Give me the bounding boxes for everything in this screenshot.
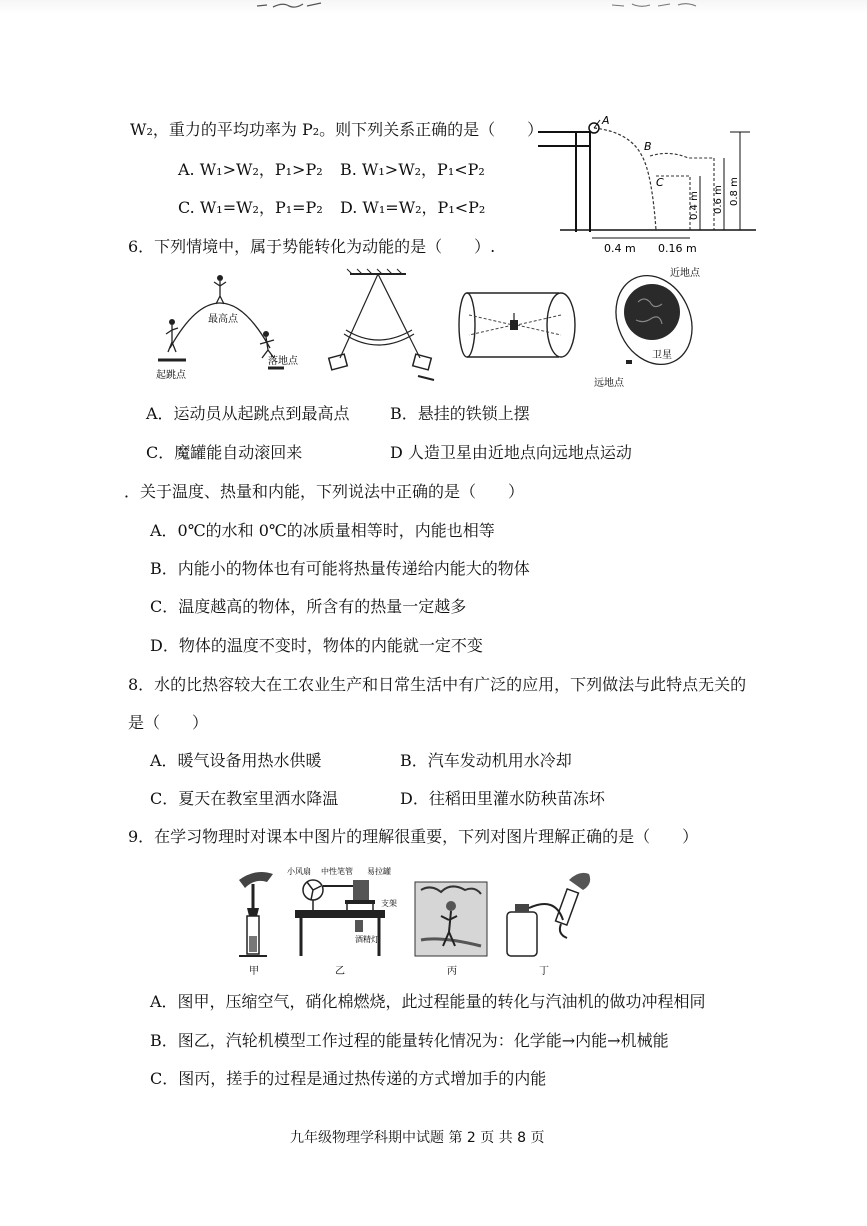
q9-label-lamp: 酒精灯 — [355, 935, 379, 944]
q5-stem: W₂，重力的平均功率为 P₂。则下列关系正确的是（ ） — [130, 120, 544, 139]
q8-option-b: B．汽车发动机用水冷却 — [400, 751, 572, 770]
q6-label-start: 起跳点 — [156, 370, 186, 381]
q6-option-c: C．魔罐能自动滚回来 — [146, 443, 303, 462]
q9-label-jia: 甲 — [249, 966, 259, 977]
earth-icon — [624, 284, 680, 340]
q5-option-c: C. W₁=W₂，P₁=P₂ — [178, 198, 323, 217]
q9-label-ding: 丁 — [539, 966, 549, 977]
q9-label-yi: 乙 — [335, 966, 345, 977]
q6-figure-can — [455, 285, 580, 365]
scan-scribble-left — [255, 0, 325, 10]
q5-fig-height-2: 0.6 m — [713, 185, 724, 214]
q6-label-near: 近地点 — [670, 268, 700, 279]
q9-figure — [225, 860, 615, 978]
q5-fig-height-1: 0.4 m — [689, 191, 700, 220]
q5-fig-label-b: B — [644, 140, 652, 153]
q5-option-d: D. W₁=W₂，P₁<P₂ — [340, 198, 486, 217]
q5-figure — [530, 112, 760, 257]
q9-label-can: 易拉罐 — [367, 867, 391, 876]
q7-stem: ．关于温度、热量和内能，下列说法中正确的是（ ） — [124, 482, 525, 501]
q6-stem: 6．下列情境中，属于势能转化为动能的是（ ）. — [128, 237, 496, 256]
q5-fig-width-1: 0.4 m — [604, 242, 636, 255]
q9-option-a: A．图甲，压缩空气，硝化棉燃烧，此过程能量的转化与汽油机的做功冲程相同 — [150, 992, 706, 1011]
q8-option-c: C．夏天在教室里洒水降温 — [150, 789, 339, 808]
q6-label-far: 远地点 — [594, 378, 624, 389]
q9-label-stand: 支架 — [381, 899, 397, 908]
page-footer: 九年级物理学科期中试题 第 2 页 共 8 页 — [290, 1130, 545, 1146]
q5-fig-label-c: C — [656, 176, 664, 189]
q7-option-a: A．0℃的水和 0℃的冰质量相等时，内能也相等 — [150, 521, 495, 540]
scan-scribble-right — [610, 0, 700, 10]
satellite-icon — [626, 360, 632, 364]
q8-stem-line-2: 是（ ） — [128, 713, 209, 732]
q6-figure-pendulum — [318, 268, 438, 383]
q6-figure-jump — [150, 268, 300, 383]
q6-label-sat: 卫星 — [652, 350, 672, 361]
scan-artifact-top — [0, 0, 867, 14]
q9-option-c: C．图丙，搓手的过程是通过热传递的方式增加手的内能 — [150, 1069, 547, 1088]
q5-option-b: B. W₁>W₂，P₁<P₂ — [340, 160, 485, 179]
q9-stem: 9．在学习物理时对课本中图片的理解很重要，下列对图片理解正确的是（ ） — [128, 827, 699, 846]
q6-label-land: 落地点 — [268, 356, 298, 367]
q9-option-b: B．图乙，汽轮机模型工作过程的能量转化情况为：化学能→内能→机械能 — [150, 1031, 669, 1050]
q8-option-a: A．暖气设备用热水供暖 — [150, 751, 322, 770]
q7-option-b: B．内能小的物体也有可能将热量传递给内能大的物体 — [150, 559, 530, 578]
q9-label-pipe: 中性笔管 — [321, 867, 353, 876]
q6-label-top: 最高点 — [208, 314, 238, 325]
q5-fig-width-2: 0.16 m — [658, 242, 697, 255]
q6-option-a: A．运动员从起跳点到最高点 — [146, 404, 350, 423]
q5-fig-height-3: 0.8 m — [729, 177, 740, 206]
q7-option-d: D．物体的温度不变时，物体的内能就一定不变 — [150, 636, 483, 655]
q9-label-fan: 小风扇 — [287, 867, 311, 876]
q6-figure-satellite — [592, 262, 712, 392]
q8-stem-line-1: 8．水的比热容较大在工农业生产和日常生活中有广泛的应用，下列做法与此特点无关的 — [128, 675, 747, 694]
q6-option-b: B．悬挂的铁锁上摆 — [390, 404, 530, 423]
q7-option-c: C．温度越高的物体，所含有的热量一定越多 — [150, 597, 467, 616]
q8-option-d: D．往稻田里灌水防秧苗冻坏 — [400, 789, 605, 808]
q6-option-d: D 人造卫星由近地点向远地点运动 — [390, 443, 632, 462]
q5-option-a: A. W₁>W₂，P₁>P₂ — [178, 160, 323, 179]
q5-fig-label-a: A — [602, 114, 610, 127]
q9-label-bing: 丙 — [447, 966, 457, 977]
